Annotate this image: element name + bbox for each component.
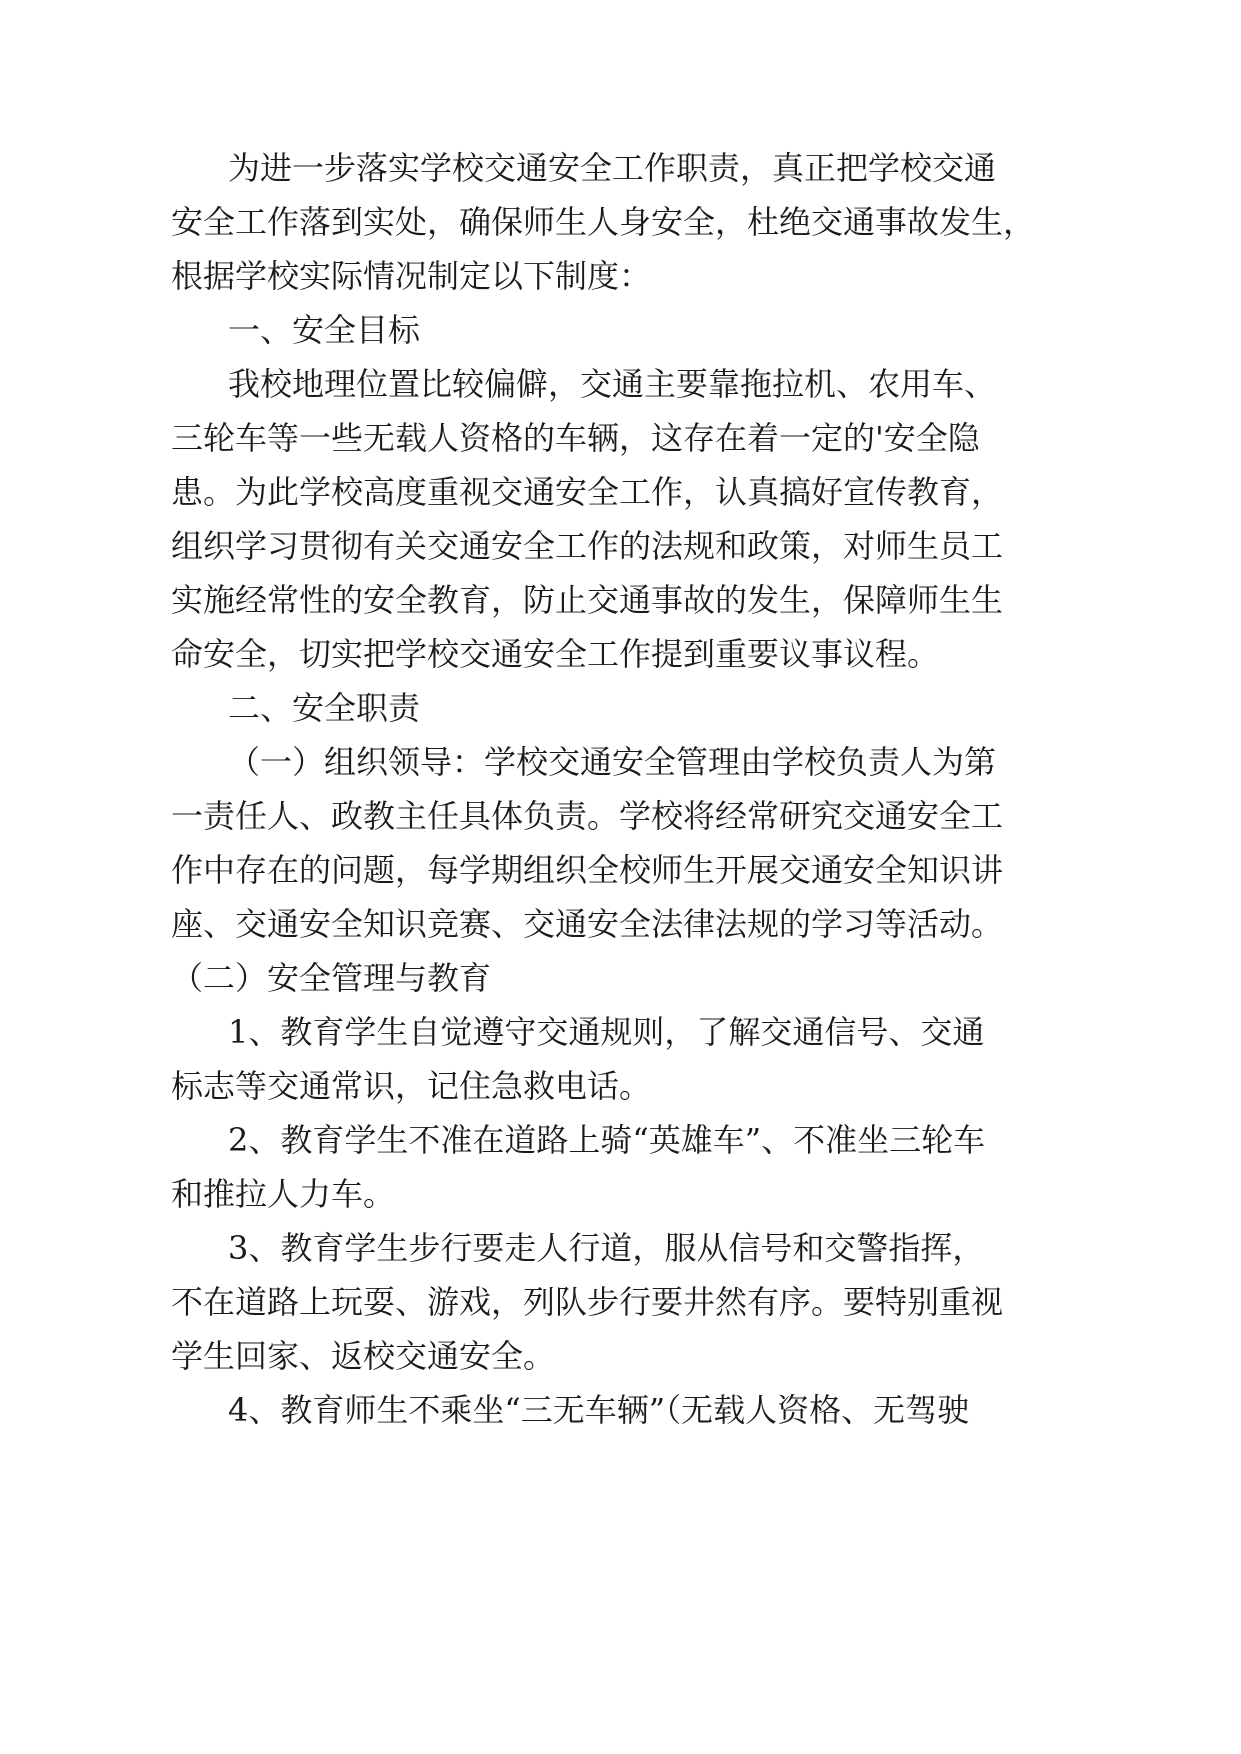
text-line: 安全工作落到实处，确保师生人身安全，杜绝交通事故发生，	[171, 203, 1036, 241]
text-line: 标志等交通常识，记住急救电话。	[171, 1067, 652, 1105]
subsection-heading: （二）安全管理与教育	[171, 959, 492, 997]
text-line: 4、教育师生不乘坐“三无车辆”（无载人资格、无驾驶	[228, 1391, 970, 1429]
text-line: 作中存在的问题，每学期组织全校师生开展交通安全知识讲	[171, 851, 1004, 889]
text-line: 3、教育学生步行要走人行道，服从信号和交警指挥，	[228, 1229, 985, 1267]
text-line: 根据学校实际情况制定以下制度：	[171, 257, 652, 295]
text-line: 我校地理位置比较偏僻，交通主要靠拖拉机、农用车、	[228, 365, 997, 403]
text-line: 患。为此学校高度重视交通安全工作，认真搞好宣传教育，	[171, 473, 1004, 511]
text-line: 三轮车等一些无载人资格的车辆，这存在着一定的'安全隐	[171, 419, 980, 457]
text-line: 不在道路上玩耍、游戏，列队步行要井然有序。要特别重视	[171, 1283, 1004, 1321]
text-line: （一）组织领导：学校交通安全管理由学校负责人为第	[228, 743, 997, 781]
section-heading: 二、安全职责	[228, 689, 421, 727]
text-line: 座、交通安全知识竞赛、交通安全法律法规的学习等活动。	[171, 905, 1004, 943]
text-line: 命安全，切实把学校交通安全工作提到重要议事议程。	[171, 635, 940, 673]
section-heading: 一、安全目标	[228, 311, 421, 349]
text-line: 为进一步落实学校交通安全工作职责，真正把学校交通	[228, 149, 997, 187]
text-line: 一责任人、政教主任具体负责。学校将经常研究交通安全工	[171, 797, 1004, 835]
text-line: 学生回家、返校交通安全。	[171, 1337, 556, 1375]
text-line: 实施经常性的安全教育，防止交通事故的发生，保障师生生	[171, 581, 1004, 619]
text-line: 组织学习贯彻有关交通安全工作的法规和政策，对师生员工	[171, 527, 1004, 565]
text-line: 1、教育学生自觉遵守交通规则，了解交通信号、交通	[228, 1013, 985, 1051]
text-line: 和推拉人力车。	[171, 1175, 396, 1213]
text-line: 2、教育学生不准在道路上骑“英雄车”、不准坐三轮车	[228, 1121, 986, 1159]
